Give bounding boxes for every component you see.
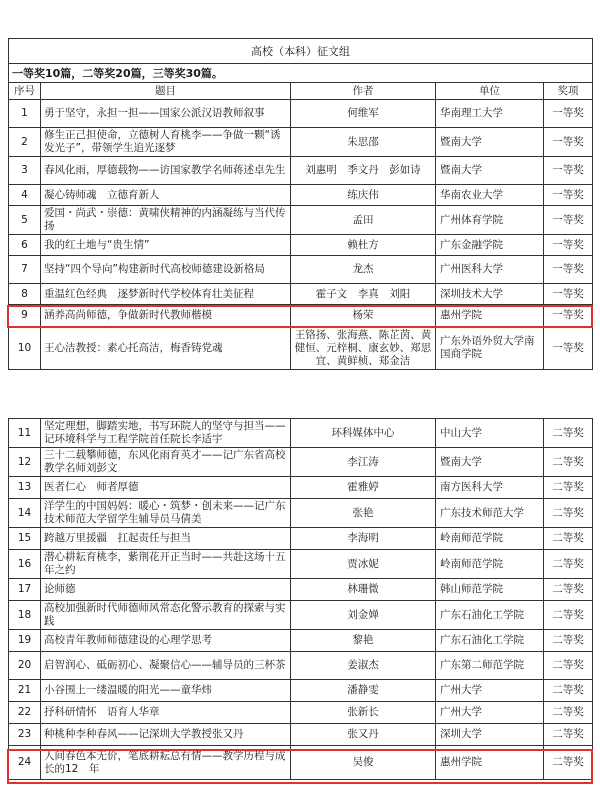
row-unit: 暨南大学 — [436, 448, 544, 477]
row-author: 张艳 — [291, 499, 436, 528]
row-title: 跨越万里援疆 扛起责任与担当 — [41, 528, 291, 550]
row-unit: 岭南师范学院 — [436, 550, 544, 579]
table-row — [9, 185, 593, 206]
row-author: 霍雅婷 — [291, 477, 436, 499]
row-number: 8 — [9, 284, 41, 305]
table-row — [9, 419, 593, 448]
row-number: 1 — [9, 100, 41, 128]
row-award: 二等奖 — [544, 630, 593, 652]
row-author: 何维军 — [291, 100, 436, 128]
row-unit: 广东石油化工学院 — [436, 630, 544, 652]
row-unit: 广东石油化工学院 — [436, 601, 544, 630]
row-title: 我的红土地与“贵生情” — [41, 235, 291, 256]
table-row — [9, 477, 593, 499]
row-award: 一等奖 — [544, 256, 593, 284]
table-row — [9, 680, 593, 702]
row-author: 赖杜方 — [291, 235, 436, 256]
row-title: 坚定理想，脚踏实地，书写环院人的坚守与担当——记环境科学与工程学院首任院长李适宇 — [41, 419, 291, 448]
row-unit: 广东技术师范大学 — [436, 499, 544, 528]
row-unit: 暨南大学 — [436, 157, 544, 185]
row-author: 姜淑杰 — [291, 652, 436, 680]
row-unit: 广州大学 — [436, 680, 544, 702]
row-award: 一等奖 — [544, 128, 593, 157]
row-author: 王铬扬、张海燕、陈芷茵、黄健恒、元梓桐、康玄妙、郑思宜、黄鲜桢、郑金洁 — [291, 327, 436, 370]
row-author: 潘静雯 — [291, 680, 436, 702]
row-author: 刘金婵 — [291, 601, 436, 630]
award-table-part2 — [8, 418, 593, 780]
table-row — [9, 256, 593, 284]
row-unit: 广东第二师范学院 — [436, 652, 544, 680]
row-award: 一等奖 — [544, 100, 593, 128]
row-award: 二等奖 — [544, 499, 593, 528]
row-number: 22 — [9, 702, 41, 724]
row-award: 二等奖 — [544, 579, 593, 601]
row-number: 20 — [9, 652, 41, 680]
col-header-title: 题目 — [41, 83, 291, 100]
row-award: 二等奖 — [544, 724, 593, 746]
row-number: 21 — [9, 680, 41, 702]
row-number: 2 — [9, 128, 41, 157]
table-row — [9, 284, 593, 305]
row-author: 贾冰妮 — [291, 550, 436, 579]
row-number: 5 — [9, 206, 41, 235]
row-author: 练庆伟 — [291, 185, 436, 206]
row-award: 一等奖 — [544, 235, 593, 256]
row-title: 小谷围上一缕温暖的阳光——童华炜 — [41, 680, 291, 702]
row-title: 潜心耕耘育桃李，紫荆花开正当时——共赴这场十五年之约 — [41, 550, 291, 579]
row-unit: 中山大学 — [436, 419, 544, 448]
row-award: 二等奖 — [544, 448, 593, 477]
table-row — [9, 499, 593, 528]
row-title: 高校加强新时代师德师风常态化警示教育的探索与实践 — [41, 601, 291, 630]
row-author: 孟田 — [291, 206, 436, 235]
row-title: 修生正己担使命，立德树人育桃李——争做一颗“诱发光子”，带领学生追光逐梦 — [41, 128, 291, 157]
row-unit: 广东外语外贸大学南国商学院 — [436, 327, 544, 370]
row-award: 一等奖 — [544, 185, 593, 206]
awards-summary-row — [9, 64, 593, 83]
row-unit: 广州大学 — [436, 702, 544, 724]
table-row — [9, 235, 593, 256]
row-title: 论师德 — [41, 579, 291, 601]
row-author: 龙杰 — [291, 256, 436, 284]
award-table-part1 — [8, 38, 593, 370]
row-title: 启智润心、砥砺初心、凝聚信心——辅导员的三杯茶 — [41, 652, 291, 680]
row-unit: 南方医科大学 — [436, 477, 544, 499]
table-row — [9, 702, 593, 724]
table-row — [9, 157, 593, 185]
row-title: 春风化雨，厚德载物——访国家教学名师蒋述卓先生 — [41, 157, 291, 185]
table-row — [9, 601, 593, 630]
row-unit: 暨南大学 — [436, 128, 544, 157]
row-unit: 广州医科大学 — [436, 256, 544, 284]
row-award: 二等奖 — [544, 419, 593, 448]
table-row — [9, 630, 593, 652]
row-unit: 广东金融学院 — [436, 235, 544, 256]
row-award: 一等奖 — [544, 327, 593, 370]
row-number: 23 — [9, 724, 41, 746]
table-row — [9, 327, 593, 370]
table-row — [9, 528, 593, 550]
row-author: 李海明 — [291, 528, 436, 550]
table-row — [9, 652, 593, 680]
row-author: 黎艳 — [291, 630, 436, 652]
row-award: 二等奖 — [544, 702, 593, 724]
row-title: 王心洁教授：素心托高洁，梅香铸党魂 — [41, 327, 291, 370]
row-number: 6 — [9, 235, 41, 256]
col-header-unit: 单位 — [436, 83, 544, 100]
col-header-author: 作者 — [291, 83, 436, 100]
row-award: 二等奖 — [544, 528, 593, 550]
row-author: 朱思邵 — [291, 128, 436, 157]
row-author: 霍子文 李真 刘阳 — [291, 284, 436, 305]
row-number: 13 — [9, 477, 41, 499]
row-unit: 广州体育学院 — [436, 206, 544, 235]
row-title: 抒科研情怀 语育人华章 — [41, 702, 291, 724]
row-title: 洋学生的中国妈妈：暖心・筑梦・创未来——记广东技术师范大学留学生辅导员马倩美 — [41, 499, 291, 528]
table-row — [9, 550, 593, 579]
row-title: 涵养高尚师德，争做新时代教师楷模 — [41, 305, 291, 327]
row-unit: 华南理工大学 — [436, 100, 544, 128]
row-title: 坚持“四个导向”构建新时代高校师德建设新格局 — [41, 256, 291, 284]
row-author: 林珊微 — [291, 579, 436, 601]
row-author: 李江涛 — [291, 448, 436, 477]
row-number: 3 — [9, 157, 41, 185]
awards-summary: 一等奖10篇，二等奖20篇，三等奖30篇。 — [9, 64, 593, 83]
row-title: 勇于坚守，永担一担——国家公派汉语教师叙事 — [41, 100, 291, 128]
column-header-row — [9, 83, 593, 100]
row-unit: 深圳技术大学 — [436, 284, 544, 305]
col-header-no: 序号 — [9, 83, 41, 100]
row-number: 14 — [9, 499, 41, 528]
row-number: 7 — [9, 256, 41, 284]
row-author: 吴俊 — [291, 746, 436, 780]
row-unit: 惠州学院 — [436, 305, 544, 327]
row-award: 一等奖 — [544, 305, 593, 327]
row-unit: 深圳大学 — [436, 724, 544, 746]
row-title: 种桃种李种春风——记深圳大学教授张又丹 — [41, 724, 291, 746]
row-number: 19 — [9, 630, 41, 652]
table-row — [9, 724, 593, 746]
table-row — [9, 305, 593, 327]
table-row — [9, 579, 593, 601]
row-number: 11 — [9, 419, 41, 448]
table-row — [9, 206, 593, 235]
row-number: 17 — [9, 579, 41, 601]
row-award: 二等奖 — [544, 680, 593, 702]
row-award: 二等奖 — [544, 746, 593, 780]
row-unit: 岭南师范学院 — [436, 528, 544, 550]
row-title: 人间春色本无价，笔底耕耘总有情——教学历程与成长的12 年 — [41, 746, 291, 780]
table-row — [9, 746, 593, 780]
col-header-award: 奖项 — [544, 83, 593, 100]
row-award: 一等奖 — [544, 284, 593, 305]
row-title: 高校青年教师师德建设的心理学思考 — [41, 630, 291, 652]
row-author: 张新长 — [291, 702, 436, 724]
row-number: 10 — [9, 327, 41, 370]
row-number: 12 — [9, 448, 41, 477]
row-award: 一等奖 — [544, 206, 593, 235]
row-title: 三十二载攀师德，东风化雨育英才——记广东省高校教学名师刘彭文 — [41, 448, 291, 477]
row-number: 16 — [9, 550, 41, 579]
row-number: 9 — [9, 305, 41, 327]
row-number: 18 — [9, 601, 41, 630]
row-number: 24 — [9, 746, 41, 780]
row-author: 杨荣 — [291, 305, 436, 327]
row-number: 15 — [9, 528, 41, 550]
row-author: 刘惠明 季文丹 彭如诗 — [291, 157, 436, 185]
row-award: 二等奖 — [544, 652, 593, 680]
row-unit: 惠州学院 — [436, 746, 544, 780]
table-row — [9, 100, 593, 128]
row-unit: 华南农业大学 — [436, 185, 544, 206]
row-title: 爱国・尚武・崇德：黄啸侠精神的内涵凝练与当代传扬 — [41, 206, 291, 235]
row-award: 二等奖 — [544, 550, 593, 579]
row-author: 张又丹 — [291, 724, 436, 746]
row-unit: 韩山师范学院 — [436, 579, 544, 601]
table-title: 高校（本科）征文组 — [9, 39, 593, 64]
row-award: 一等奖 — [544, 157, 593, 185]
row-title: 重温红色经典 逐梦新时代学校体育壮美征程 — [41, 284, 291, 305]
table-title-row — [9, 39, 593, 64]
row-award: 二等奖 — [544, 477, 593, 499]
table-row — [9, 448, 593, 477]
row-award: 二等奖 — [544, 601, 593, 630]
row-number: 4 — [9, 185, 41, 206]
row-author: 环科媒体中心 — [291, 419, 436, 448]
row-title: 凝心铸师魂 立德育新人 — [41, 185, 291, 206]
table-row — [9, 128, 593, 157]
row-title: 医者仁心 师者厚德 — [41, 477, 291, 499]
